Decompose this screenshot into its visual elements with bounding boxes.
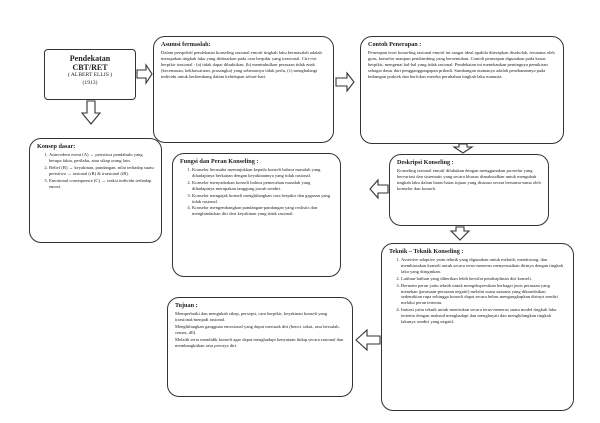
asumsi-text: Dalam perspektif pendekatan konseling rasional emotif tingkah laku bermasalah adalah merupakan tingkah laku yang didasarkan pada cara berpikir yang irrasional. Ciri-ciri berpikir irasional : (a) tidak dapat dibuktikan, (b) menimbulkan perasaan tidak enak (kecemasan, kekhawatiran, prasangka) yang sebenarnya tidak perlu, (c) menghalangi individu untuk berkembang dalam kehidupan sehari-hari. bbox=[161, 50, 322, 79]
konsep-list bbox=[37, 152, 154, 189]
teknik-item: 3. Bermain peran yaitu teknik untuk mengekspresikan berbagai jenis perasaan yang menekan (perasaan-perasaan negatif) melalui suatu suasana yang dikondisikan sedemikian rupa sehingga konseli dapat secara bebas mengungkapkan dirinya sendiri melalui peran tertentu. bbox=[401, 283, 566, 307]
asumsi-box bbox=[153, 36, 334, 143]
tujuan-title: Tujuan : bbox=[175, 302, 198, 309]
konsep-box bbox=[29, 138, 162, 243]
arrow-down-1 bbox=[454, 144, 472, 153]
header-line4: (1913) bbox=[82, 79, 98, 86]
arrow-right-1 bbox=[137, 65, 152, 83]
header-line2: CBT/RET bbox=[72, 63, 108, 73]
fungsi-title: Fungsi dan Peran Konseling : bbox=[180, 158, 259, 165]
teknik-item: 2. Latihan-latihan yang diberikan lebih bersifat pendisiplinan diri konseli. bbox=[401, 276, 566, 282]
arrow-right-2 bbox=[336, 73, 354, 91]
arrow-left-1 bbox=[370, 180, 388, 198]
konsep-item: 3. Emotional consequence (C) → reaksi individu terhadap emosi. bbox=[49, 178, 154, 190]
tujuan-p1: Memperbaiki dan mengubah sikap, persepsi, cara berpikir, keyakinan konseli yang irrasional/menjadi rasional. bbox=[175, 311, 328, 322]
konsep-title: Konsep dasar: bbox=[37, 143, 76, 150]
fungsi-list bbox=[180, 167, 333, 217]
contoh-box bbox=[360, 36, 564, 144]
tujuan-p2: Menghilangkan gangguan emosional yang dapat merusak diri (benci, takut, rasa bersalah, cemas, dll). bbox=[175, 323, 340, 335]
arrow-down-3 bbox=[451, 227, 469, 240]
fungsi-item: 4. Konselor mengembangkan pandangan-pandangan yang realistis dan menghindarkan diri dari keyakinan yang tidak rasional. bbox=[192, 205, 333, 217]
teknik-list bbox=[389, 257, 566, 325]
teknik-item: 4. Imitasi yaitu teknik untuk menirukan secara terus-menerus suatu model tingkah laku tertentu dengan maksud menghadapi dan menghayati dan menghilangkan tingkah lakunya sendiri yang negatif. bbox=[401, 307, 566, 325]
fungsi-item: 2. Konselor menyadarkan konseli bahwa pemecahan masalah yang dihadapinya merupakan tanggung jawab sendiri. bbox=[192, 180, 333, 192]
header-line3: ( ALBERT ELLIS ) bbox=[67, 72, 113, 79]
konsep-item: 1. Antecedent event (A) → peristiwa pendahulu yang berupa fakta, perilaku, atau sikap orang lain. bbox=[49, 152, 154, 164]
contoh-title: Contoh Penerapan : bbox=[368, 41, 422, 48]
konsep-item: 2. Belief (B) → keyakinan, pandangan, nilai terhadap suatu peristiwa → rasional (rB) & irrasional (iB). bbox=[49, 165, 154, 177]
teknik-item: 1. Assertive adaptive yaitu teknik yang digunakan untuk melatih, mendorong, dan membiasakan konseli untuk secara terus-menerus menyesuaikan dirinya dengan tingkah laku yang diinginkan. bbox=[401, 257, 566, 275]
header-line1: Pendekatan bbox=[69, 54, 111, 63]
tujuan-p3: Melatih serta mendidik konseli agar dapat menghadapi kenyataan hidup secara rasional dan membangkitkan rasa percaya diri. bbox=[175, 336, 344, 348]
arrow-down-2 bbox=[82, 101, 100, 124]
teknik-title: Teknik – Teknik Konseling : bbox=[389, 248, 464, 255]
deskripsi-box bbox=[389, 154, 549, 226]
contoh-text: Penerapan teori konseling rasional emotif ini sangat ideal apabila diterapkan disekolah, terutama oleh guru, konselor maupun pembimbing yang bersentuhan. Contoh penerapan digunakan pada kasus berpikir, mengenai hal-hal yang tidak rasional. Pendekatan ini menekankan pentingnya pemikiran sebagai dasar dari pengganggungapan pribadi. Sumbangan utamanya adalah penekanannya pada hubungan praktek dan berfokus mereka perubahan tingkah laku manusia. bbox=[368, 50, 555, 79]
asumsi-title: Asumsi fermaslah: bbox=[161, 41, 211, 48]
deskripsi-title: Deskripsi Konseling : bbox=[397, 159, 454, 166]
tujuan-box bbox=[167, 297, 353, 397]
fungsi-item: 3. Konselor mengajak konseli menghilangkan cara berpikir dan gagasan yang tidak rasional. bbox=[192, 193, 333, 205]
fungsi-box bbox=[172, 153, 341, 277]
deskripsi-text: Konseling rasional emotif dilakukan dengan menggunakan prosedur yang bervariasi dan sistematis yang secara khusus dimaksudkan untuk mengubah tingkah laku dalam batas-batas tujuan yang disusun secara bersama-sama oleh konselor dan konseli. bbox=[397, 168, 541, 191]
arrow-left-2 bbox=[356, 330, 380, 350]
header-box bbox=[44, 49, 136, 100]
fungsi-item: 1. Konselor berusaha menunjukkan kepada konseli bahwa masalah yang dihadapinya berkaitan dengan keyakinannya yang tidak rasional. bbox=[192, 167, 333, 179]
teknik-box bbox=[381, 243, 574, 411]
